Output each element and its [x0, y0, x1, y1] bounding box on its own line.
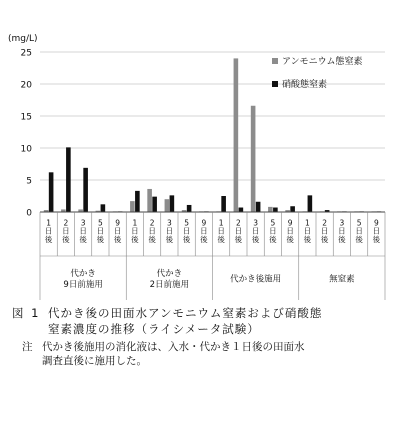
x-category-label: 1 日後 — [131, 218, 139, 244]
bars — [44, 58, 381, 212]
caption-note-line-2: 調査直後に施用した。 — [42, 355, 147, 367]
caption-title-row — [12, 305, 397, 337]
figure-caption — [12, 305, 397, 368]
caption-title-line-2: 窒素濃度の推移（ライシメータ試験） — [48, 322, 260, 336]
x-category-label: 3 日後 — [338, 218, 346, 244]
bar-nitrate — [308, 195, 313, 212]
x-category-label: 5 日後 — [182, 218, 191, 244]
bar-nitrate — [170, 195, 175, 212]
caption-title — [48, 305, 322, 337]
bar-nitrate — [221, 196, 226, 212]
legend-label-ammonium: アンモニウム態窒素 — [282, 57, 363, 67]
x-category-label: 9 日後 — [200, 218, 208, 244]
group-label: 2日前施用 — [149, 280, 190, 290]
x-category-label: 5 日後 — [269, 218, 277, 244]
bar-ammonium — [234, 58, 239, 212]
bar-nitrate — [83, 168, 88, 212]
bar-ammonium — [130, 201, 135, 212]
y-axis-tick-labels — [21, 49, 33, 219]
y-tick-label: 15 — [20, 112, 32, 123]
bar-nitrate — [135, 191, 140, 212]
y-tick-label: 25 — [20, 48, 32, 59]
caption-title-line-1: 代かき後の田面水アンモニウム窒素および硝酸態 — [48, 306, 323, 320]
x-category-label: 1 日後 — [44, 218, 53, 244]
group-label: 代かき — [70, 269, 96, 279]
x-category-label: 3 日後 — [251, 218, 260, 244]
x-category-label: 5 日後 — [355, 218, 363, 244]
x-category-label: 2 日後 — [320, 218, 329, 244]
caption-note — [42, 340, 305, 368]
bar-ammonium — [165, 199, 170, 212]
x-category-label: 1 日後 — [303, 218, 312, 244]
x-category-label: 1 日後 — [217, 218, 225, 244]
legend-swatch-nitrate — [272, 81, 278, 87]
note-mark: 注 — [22, 341, 33, 353]
caption-note-row — [12, 340, 397, 368]
bar-nitrate — [187, 205, 192, 212]
group-label: 代かき — [156, 269, 183, 279]
legend-swatch-ammonium — [272, 58, 278, 64]
group-label: 無窒素 — [329, 274, 355, 285]
x-category-label: 9 日後 — [372, 218, 381, 244]
bar-ammonium — [251, 106, 256, 212]
y-unit-label: (mg/L) — [8, 34, 38, 44]
x-category-label: 2 日後 — [62, 218, 70, 244]
legend — [272, 55, 363, 90]
bar-ammonium — [268, 207, 273, 212]
group-label: 代かき後施用 — [230, 274, 282, 285]
legend-label-nitrate: 硝酸態窒素 — [282, 80, 328, 90]
bar-nitrate — [101, 204, 106, 212]
bar-nitrate — [239, 208, 244, 212]
caption-note-line-1: 代かき後施用の消化液は、入水・代かき１日後の田面水 — [42, 341, 305, 353]
x-category-label: 3 日後 — [165, 218, 174, 244]
group-label: 9日前施用 — [63, 280, 103, 290]
bar-nitrate — [66, 147, 71, 212]
bar-ammonium — [147, 189, 152, 212]
x-category-label: 9 日後 — [286, 218, 294, 244]
y-tick-label: 10 — [20, 144, 32, 155]
figure-number: 図 1 — [12, 306, 41, 320]
bar-nitrate — [152, 197, 157, 212]
x-category-label: 2 日後 — [148, 218, 156, 244]
bar-nitrate — [290, 206, 295, 212]
group-labels — [63, 268, 355, 290]
y-tick-label: 20 — [20, 80, 32, 91]
bar-nitrate — [273, 208, 278, 212]
x-category-label: 2 日後 — [234, 218, 243, 244]
y-tick-label: 0 — [26, 208, 32, 219]
bar-nitrate — [256, 202, 261, 212]
x-category-label: 9 日後 — [113, 218, 122, 244]
x-category-label: 5 日後 — [96, 218, 105, 244]
bar-nitrate — [49, 172, 54, 212]
x-category-label: 3 日後 — [79, 218, 87, 244]
y-tick-label: 5 — [26, 176, 32, 187]
gridlines — [40, 52, 385, 180]
